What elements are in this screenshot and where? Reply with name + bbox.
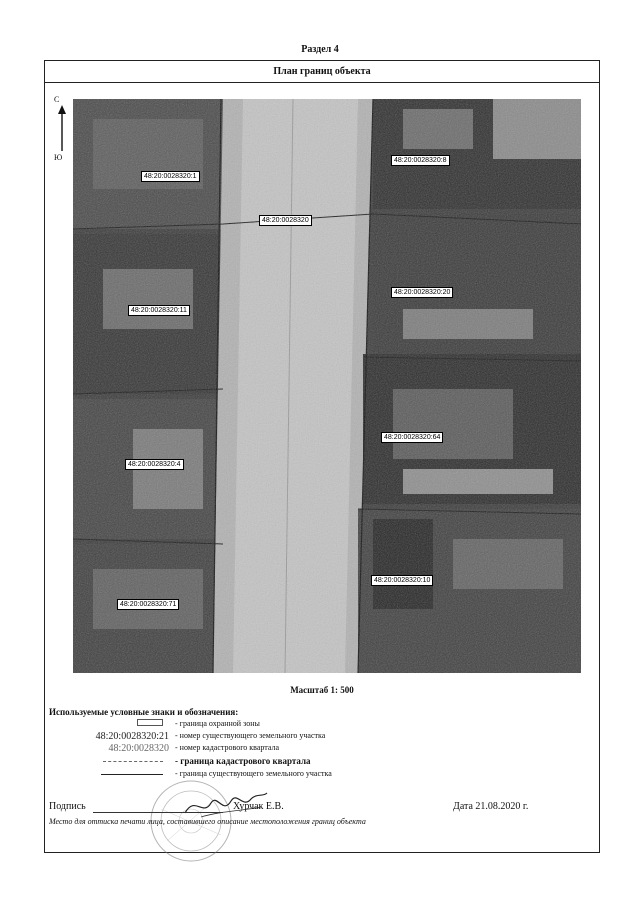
compass [53, 95, 73, 167]
protection-zone-symbol [137, 719, 163, 726]
parcel-label: 48:20:0028320:10 [371, 575, 433, 586]
legend-row [45, 719, 599, 730]
legend-description: - граница охранной зоны [175, 719, 260, 728]
compass-south-label: Ю [54, 153, 63, 162]
signature-date: Дата 21.08.2020 г. [453, 801, 529, 812]
legend-description: - номер существующего земельного участка [175, 731, 326, 740]
map-image [73, 99, 581, 673]
parcel-label: 48:20:0028320:64 [381, 432, 443, 443]
parcel-label: 48:20:0028320:8 [391, 155, 450, 166]
compass-north-label: С [54, 95, 60, 104]
section-title: Раздел 4 [301, 44, 339, 55]
quarter-boundary-symbol [103, 761, 163, 762]
legend-symbol-text: 48:20:0028320 [108, 743, 169, 754]
document-frame [44, 60, 600, 853]
legend-symbol-text: 48:20:0028320:21 [95, 731, 169, 742]
parcel-label: 48:20:0028320 [259, 215, 312, 226]
legend-description: - граница кадастрового квартала [175, 756, 311, 766]
parcel-boundary-symbol [101, 774, 163, 775]
scale-label: Масштаб 1: 500 [290, 685, 354, 695]
signature-row [49, 801, 597, 817]
signature-line [93, 812, 223, 813]
legend-row [45, 743, 599, 754]
parcel-label: 48:20:0028320:11 [128, 305, 190, 316]
parcel-label: 48:20:0028320:71 [117, 599, 179, 610]
north-arrow-icon [58, 105, 66, 153]
signer-name: Хурчак Е.В. [233, 801, 284, 812]
legend-row [45, 769, 599, 780]
parcel-label: 48:20:0028320:4 [125, 459, 184, 470]
seal-note: Место для оттиска печати лица, составившего описание местоположения границ объекта [49, 817, 366, 826]
parcel-label: 48:20:0028320:20 [391, 287, 453, 298]
legend-row [45, 756, 599, 767]
legend-description: - граница существующего земельного участка [175, 769, 332, 778]
parcel-label: 48:20:0028320:1 [141, 171, 200, 182]
legend-title: Используемые условные знаки и обозначения: [49, 707, 239, 717]
legend-row [45, 731, 599, 742]
plan-title: План границ объекта [45, 61, 599, 83]
signature-label: Подпись [49, 801, 86, 812]
legend-description: - номер кадастрового квартала [175, 743, 280, 752]
satellite-background [73, 99, 581, 673]
